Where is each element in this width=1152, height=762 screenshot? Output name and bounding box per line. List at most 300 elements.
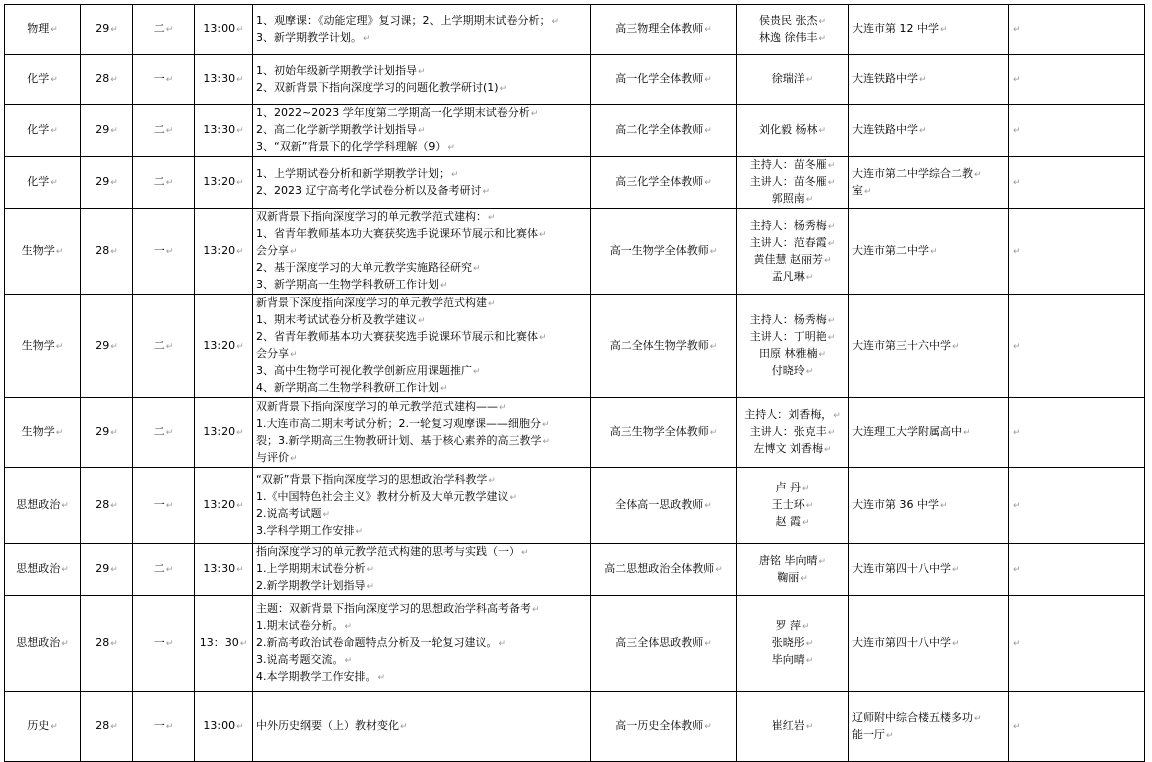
paragraph-mark-icon: ↵ <box>110 25 118 35</box>
place-cell <box>849 692 1009 762</box>
place-cell-line-text: 大连市第三十六中学 <box>852 338 951 352</box>
subject-cell-text: 历史 <box>27 719 50 732</box>
teachers-cell-line-text: 黄佳慧 赵丽芳 <box>753 252 823 266</box>
group-cell-text: 高二思想政治全体教师 <box>604 562 715 575</box>
paragraph-mark-icon: ↵ <box>1013 428 1021 438</box>
teachers-cell <box>737 398 849 468</box>
paragraph-mark-icon: ↵ <box>61 565 69 575</box>
topic-cell-line <box>256 30 587 47</box>
place-cell-line <box>852 122 1005 139</box>
paragraph-mark-icon: ↵ <box>940 501 948 511</box>
topic-cell-line <box>256 669 587 686</box>
weekday-cell <box>133 5 195 55</box>
end-cell <box>1009 544 1145 596</box>
place-cell-line-text: 大连铁路中学 <box>852 123 918 136</box>
paragraph-mark-icon: ↵ <box>827 316 836 326</box>
paragraph-mark-icon: ↵ <box>110 75 118 85</box>
paragraph-mark-icon: ↵ <box>827 333 836 343</box>
paragraph-mark-icon: ↵ <box>363 33 371 44</box>
paragraph-mark-icon: ↵ <box>290 453 298 464</box>
teachers-cell-line <box>740 570 845 587</box>
teachers-cell <box>737 105 849 157</box>
paragraph-mark-icon: ↵ <box>952 565 960 575</box>
time-cell-text: 13:20 <box>203 425 236 438</box>
teachers-cell-line <box>740 424 845 441</box>
day-cell-text: 28 <box>95 719 110 732</box>
day-cell-text: 28 <box>95 498 110 511</box>
time-cell <box>195 209 253 295</box>
place-cell <box>849 55 1009 105</box>
subject-cell <box>5 398 81 468</box>
paragraph-mark-icon: ↵ <box>110 639 118 649</box>
paragraph-mark-icon: ↵ <box>344 656 353 666</box>
paragraph-mark-icon: ↵ <box>50 722 58 732</box>
paragraph-mark-icon: ↵ <box>110 428 118 438</box>
group-cell-text: 全体高一思政教师 <box>615 498 704 511</box>
topic-cell-line <box>256 450 587 467</box>
paragraph-mark-icon: ↵ <box>805 656 814 666</box>
place-cell-line <box>852 635 1005 652</box>
paragraph-mark-icon: ↵ <box>1013 75 1021 85</box>
topic-cell-line-text: 3.说高考题交流。 <box>256 653 344 666</box>
time-cell-text: 13:20 <box>203 175 236 188</box>
teachers-cell-line-text: 主持人：杨秀梅 <box>749 313 827 326</box>
weekday-cell-text: 二 <box>153 175 165 188</box>
day-cell-text: 28 <box>95 636 110 649</box>
weekday-cell-text: 一 <box>153 244 165 257</box>
paragraph-mark-icon: ↵ <box>447 143 455 153</box>
paragraph-mark-icon: ↵ <box>236 428 244 438</box>
teachers-cell-line-text: 田原 林雅楠 <box>758 347 818 360</box>
paragraph-mark-icon: ↵ <box>1013 341 1021 352</box>
time-cell-text: 13:00 <box>203 22 236 35</box>
paragraph-mark-icon: ↵ <box>963 428 971 438</box>
paragraph-mark-icon: ↵ <box>833 411 841 421</box>
paragraph-mark-icon: ↵ <box>55 247 64 257</box>
place-cell-line-text: 室 <box>852 183 863 197</box>
paragraph-mark-icon: ↵ <box>165 25 174 35</box>
topic-cell-line-text: 会分享 <box>256 244 289 257</box>
paragraph-mark-icon: ↵ <box>919 126 927 136</box>
paragraph-mark-icon: ↵ <box>165 75 174 85</box>
paragraph-mark-icon: ↵ <box>488 299 496 309</box>
topic-cell-line-text: 1.期末试卷分析。 <box>256 619 344 632</box>
teachers-cell-line <box>740 514 845 531</box>
paragraph-mark-icon: ↵ <box>55 341 64 352</box>
topic-cell-line <box>256 652 587 669</box>
paragraph-mark-icon: ↵ <box>1013 639 1021 649</box>
topic-cell-line <box>256 122 587 139</box>
paragraph-mark-icon: ↵ <box>165 247 174 257</box>
weekday-cell <box>133 596 195 692</box>
place-cell <box>849 596 1009 692</box>
paragraph-mark-icon: ↵ <box>473 264 481 274</box>
topic-cell-line-text: 1、省青年教师基本功大赛获奖选手说课环节展示和比赛体 <box>256 227 538 240</box>
topic-cell-line-text: “双新”背景下指向深度学习的思想政治学科教学 <box>256 472 488 486</box>
place-cell <box>849 5 1009 55</box>
paragraph-mark-icon: ↵ <box>974 713 982 724</box>
teachers-cell-line <box>740 652 845 669</box>
paragraph-mark-icon: ↵ <box>488 475 496 486</box>
teachers-cell-line-text: 唐铭 毕向晴 <box>758 553 818 567</box>
topic-cell-line <box>256 63 587 80</box>
topic-cell-line-text: 3、“双新”背景下的化学学科理解（9） <box>256 140 447 153</box>
paragraph-mark-icon: ↵ <box>704 178 712 188</box>
group-cell <box>591 209 737 295</box>
paragraph-mark-icon: ↵ <box>165 428 174 438</box>
weekday-cell-text: 二 <box>153 562 165 575</box>
topic-cell-line-text: 2、省青年教师基本功大赛获奖选手说课环节展示和比赛体 <box>256 330 538 343</box>
paragraph-mark-icon: ↵ <box>236 75 244 85</box>
teachers-cell-line <box>740 71 845 88</box>
teachers-cell-line <box>740 252 845 269</box>
teachers-cell-line <box>740 312 845 329</box>
paragraph-mark-icon: ↵ <box>704 501 712 511</box>
paragraph-mark-icon: ↵ <box>377 673 386 683</box>
time-cell <box>195 398 253 468</box>
group-cell-text: 高一生物学全体教师 <box>609 244 709 257</box>
teachers-cell <box>737 55 849 105</box>
teachers-cell-line-text: 张晓彤 <box>771 636 805 649</box>
topic-cell-line-text: 2、基于深度学习的大单元教学实施路径研究 <box>256 261 472 274</box>
place-cell <box>849 209 1009 295</box>
paragraph-mark-icon: ↵ <box>322 509 331 520</box>
topic-cell-line-text: 4、新学期高二生物学科教研工作计划 <box>256 381 439 394</box>
topic-cell-line <box>256 489 587 506</box>
group-cell-text: 高一历史全体教师 <box>615 719 704 732</box>
paragraph-mark-icon: ↵ <box>532 605 540 615</box>
paragraph-mark-icon: ↵ <box>800 573 808 584</box>
paragraph-mark-icon: ↵ <box>952 639 960 649</box>
teachers-cell-line-text: 孟凡琳 <box>771 269 805 283</box>
paragraph-mark-icon: ↵ <box>473 367 481 377</box>
time-cell <box>195 295 253 398</box>
place-cell-line <box>852 243 1005 260</box>
topic-cell-line-text: 1、观摩课：《动能定理》复习课；2、上学期期末试卷分析； <box>256 13 551 27</box>
weekday-cell-text: 二 <box>153 338 165 352</box>
teachers-cell-line <box>740 618 845 635</box>
topic-cell-line-text: 2.新高考政治试卷命题特点分析及一轮复习建议。 <box>256 636 498 649</box>
day-cell-text: 29 <box>95 338 110 352</box>
place-cell-line <box>852 21 1005 38</box>
day-cell <box>81 209 133 295</box>
paragraph-mark-icon: ↵ <box>236 178 244 188</box>
paragraph-mark-icon: ↵ <box>165 565 174 575</box>
table-row <box>5 55 1145 105</box>
day-cell <box>81 105 133 157</box>
teachers-cell <box>737 692 849 762</box>
paragraph-mark-icon: ↵ <box>818 33 827 44</box>
teachers-cell-line <box>740 407 845 424</box>
topic-cell-line <box>256 346 587 363</box>
topic-cell-line-text: 裂；3.新学期高三生物教研计划、基于核心素养的高三教学 <box>256 433 542 447</box>
time-cell-text: 13：30 <box>199 636 239 649</box>
time-cell-text: 13:00 <box>203 719 236 732</box>
topic-cell-line-text: 1.上学期期末试卷分析 <box>256 562 366 575</box>
table-row <box>5 209 1145 295</box>
paragraph-mark-icon: ↵ <box>509 492 518 503</box>
topic-cell-line <box>256 618 587 635</box>
paragraph-mark-icon: ↵ <box>823 255 832 266</box>
paragraph-mark-icon: ↵ <box>366 565 375 575</box>
place-cell-line-text: 大连市第四十八中学 <box>852 562 951 575</box>
topic-cell-line <box>256 399 587 416</box>
paragraph-mark-icon: ↵ <box>801 622 810 632</box>
place-cell-line-text: 大连市第四十八中学 <box>852 636 951 649</box>
paragraph-mark-icon: ↵ <box>1013 722 1021 732</box>
paragraph-mark-icon: ↵ <box>521 548 529 558</box>
paragraph-mark-icon: ↵ <box>110 178 118 188</box>
paragraph-mark-icon: ↵ <box>715 565 723 575</box>
table-row <box>5 105 1145 157</box>
teachers-cell-line-text: 崔红岩 <box>771 719 805 732</box>
place-cell-line-text: 能一厅 <box>852 727 885 741</box>
paragraph-mark-icon: ↵ <box>974 169 982 180</box>
teachers-cell-line-text: 主讲人：范春霞 <box>749 235 827 249</box>
paragraph-mark-icon: ↵ <box>704 75 712 85</box>
paragraph-mark-icon: ↵ <box>919 75 927 85</box>
paragraph-mark-icon: ↵ <box>239 639 248 649</box>
teachers-cell-line <box>740 174 845 191</box>
table-row <box>5 692 1145 762</box>
teachers-cell-line-text: 毕向晴 <box>771 653 805 666</box>
group-cell-text: 高三化学全体教师 <box>615 175 704 188</box>
paragraph-mark-icon: ↵ <box>818 126 827 136</box>
paragraph-mark-icon: ↵ <box>110 722 118 732</box>
teachers-cell-line-text: 郭照南 <box>771 192 805 205</box>
place-cell <box>849 105 1009 157</box>
place-cell-line <box>852 71 1005 88</box>
subject-cell <box>5 5 81 55</box>
topic-cell-line-text: 3、新学期高一生物学科教研工作计划 <box>256 278 439 291</box>
paragraph-mark-icon: ↵ <box>827 221 836 232</box>
subject-cell-text: 生物学 <box>21 425 55 438</box>
paragraph-mark-icon: ↵ <box>366 582 375 592</box>
teachers-cell-line <box>740 30 845 47</box>
time-cell-text: 13:20 <box>203 498 236 511</box>
topic-cell-line <box>256 226 587 243</box>
topic-cell-line <box>256 544 587 561</box>
paragraph-mark-icon: ↵ <box>704 25 712 35</box>
paragraph-mark-icon: ↵ <box>805 722 814 732</box>
paragraph-mark-icon: ↵ <box>355 526 364 537</box>
day-cell-text: 28 <box>95 72 110 85</box>
time-cell <box>195 105 253 157</box>
topic-cell-line-text: 1.大连市高二期末考试分析；2.一轮复习观摩课——细胞分 <box>256 416 541 430</box>
paragraph-mark-icon: ↵ <box>805 195 814 205</box>
teachers-cell-line-text: 主讲人：丁明艳 <box>749 330 827 343</box>
weekday-cell <box>133 157 195 209</box>
weekday-cell-text: 一 <box>153 72 165 85</box>
end-cell <box>1009 55 1145 105</box>
table-row <box>5 5 1145 55</box>
place-cell-line <box>852 497 1005 514</box>
topic-cell-line-text: 1、上学期试卷分析和新学期教学计划； <box>256 166 450 180</box>
teachers-cell <box>737 209 849 295</box>
day-cell-text: 29 <box>95 562 110 575</box>
paragraph-mark-icon: ↵ <box>50 178 58 188</box>
time-cell-text: 13:20 <box>203 244 236 257</box>
table-row <box>5 398 1145 468</box>
group-cell-text: 高三物理全体教师 <box>615 22 704 35</box>
paragraph-mark-icon: ↵ <box>805 272 814 283</box>
paragraph-mark-icon: ↵ <box>110 126 118 136</box>
place-cell-line-text: 辽师附中综合楼五楼多功 <box>852 710 973 724</box>
topic-cell <box>253 5 591 55</box>
topic-cell-line <box>256 635 587 652</box>
teachers-cell-line <box>740 122 845 139</box>
topic-cell <box>253 596 591 692</box>
teachers-cell <box>737 5 849 55</box>
paragraph-mark-icon: ↵ <box>400 722 408 732</box>
paragraph-mark-icon: ↵ <box>1013 25 1021 35</box>
paragraph-mark-icon: ↵ <box>827 428 836 438</box>
paragraph-mark-icon: ↵ <box>1013 247 1021 257</box>
place-cell <box>849 398 1009 468</box>
paragraph-mark-icon: ↵ <box>704 722 712 732</box>
subject-cell-text: 思想政治 <box>16 562 61 575</box>
topic-cell <box>253 398 591 468</box>
paragraph-mark-icon: ↵ <box>940 25 948 35</box>
teachers-cell <box>737 468 849 544</box>
day-cell <box>81 5 133 55</box>
subject-cell <box>5 692 81 762</box>
paragraph-mark-icon: ↵ <box>418 126 426 136</box>
subject-cell <box>5 468 81 544</box>
place-cell <box>849 468 1009 544</box>
topic-cell-line-text: 4.本学期教学工作安排。 <box>256 670 377 683</box>
day-cell <box>81 295 133 398</box>
paragraph-mark-icon: ↵ <box>110 501 118 511</box>
time-cell-text: 13:20 <box>203 338 236 352</box>
group-cell <box>591 157 737 209</box>
subject-cell <box>5 157 81 209</box>
paragraph-mark-icon: ↵ <box>482 186 491 197</box>
teachers-cell <box>737 596 849 692</box>
subject-cell-text: 化学 <box>27 123 50 136</box>
paragraph-mark-icon: ↵ <box>344 622 353 632</box>
paragraph-mark-icon: ↵ <box>55 428 64 438</box>
time-cell-text: 13:30 <box>203 562 236 575</box>
teachers-cell-line <box>740 191 845 208</box>
paragraph-mark-icon: ↵ <box>50 75 58 85</box>
paragraph-mark-icon: ↵ <box>827 161 836 171</box>
paragraph-mark-icon: ↵ <box>709 428 718 438</box>
group-cell <box>591 295 737 398</box>
teachers-cell-line-text: 主讲人：张克丰 <box>749 425 827 438</box>
subject-cell <box>5 544 81 596</box>
topic-cell-line-text: 主题：双新背景下指向深度学习的思想政治学科高考备考 <box>256 602 531 615</box>
place-cell-line <box>852 561 1005 578</box>
paragraph-mark-icon: ↵ <box>709 341 718 352</box>
paragraph-mark-icon: ↵ <box>61 639 69 649</box>
topic-cell-line <box>256 139 587 156</box>
paragraph-mark-icon: ↵ <box>704 126 712 136</box>
weekday-cell <box>133 55 195 105</box>
topic-cell <box>253 692 591 762</box>
subject-cell-text: 化学 <box>27 175 50 188</box>
teachers-cell-line <box>740 269 845 286</box>
place-cell <box>849 157 1009 209</box>
paragraph-mark-icon: ↵ <box>236 341 244 352</box>
teachers-cell-line <box>740 329 845 346</box>
teachers-cell-line-text: 主持人：苗冬雁 <box>749 158 827 171</box>
topic-cell-line-text: 指向深度学习的单元教学范式构建的思考与实践（一） <box>256 545 520 558</box>
teachers-cell-line <box>740 441 845 458</box>
group-cell <box>591 692 737 762</box>
topic-cell <box>253 55 591 105</box>
teachers-cell-line <box>740 718 845 735</box>
paragraph-mark-icon: ↵ <box>418 316 426 326</box>
subject-cell-text: 生物学 <box>21 338 55 352</box>
paragraph-mark-icon: ↵ <box>499 402 507 413</box>
time-cell <box>195 55 253 105</box>
topic-cell-line-text: 1、2022~2023 学年度第二学期高一化学期末试卷分析 <box>256 106 530 119</box>
end-cell <box>1009 5 1145 55</box>
paragraph-mark-icon: ↵ <box>801 518 810 528</box>
table-row <box>5 596 1145 692</box>
end-cell <box>1009 468 1145 544</box>
paragraph-mark-icon: ↵ <box>165 126 174 136</box>
group-cell <box>591 105 737 157</box>
paragraph-mark-icon: ↵ <box>818 350 827 360</box>
teachers-cell <box>737 295 849 398</box>
paragraph-mark-icon: ↵ <box>709 247 718 257</box>
paragraph-mark-icon: ↵ <box>551 16 560 27</box>
group-cell <box>591 5 737 55</box>
paragraph-mark-icon: ↵ <box>542 419 550 430</box>
teachers-cell-line-text: 林逸 徐伟丰 <box>758 30 818 44</box>
paragraph-mark-icon: ↵ <box>236 126 244 136</box>
topic-cell <box>253 544 591 596</box>
topic-cell-line-text: 1、初始年级新学期教学计划指导 <box>256 63 417 77</box>
paragraph-mark-icon: ↵ <box>290 350 298 360</box>
topic-cell-line <box>256 13 587 30</box>
paragraph-mark-icon: ↵ <box>165 341 174 352</box>
topic-cell-line <box>256 506 587 523</box>
place-cell <box>849 544 1009 596</box>
weekday-cell <box>133 692 195 762</box>
topic-cell-line <box>256 260 587 277</box>
teachers-cell-line-text: 徐瑞洋 <box>771 72 805 85</box>
day-cell-text: 29 <box>95 175 110 188</box>
subject-cell-text: 生物学 <box>21 244 55 257</box>
teachers-cell-line <box>740 497 845 514</box>
place-cell-line-text: 大连理工大学附属高中 <box>852 425 962 438</box>
table-row <box>5 157 1145 209</box>
time-cell <box>195 596 253 692</box>
paragraph-mark-icon: ↵ <box>236 722 244 732</box>
weekday-cell-text: 一 <box>153 498 165 511</box>
place-cell-line-text: 大连市第二中学 <box>852 244 929 257</box>
schedule-table <box>4 4 1145 762</box>
teachers-cell-line-text: 刘化毅 杨林 <box>758 123 818 136</box>
end-cell <box>1009 209 1145 295</box>
paragraph-mark-icon: ↵ <box>530 109 539 119</box>
group-cell <box>591 398 737 468</box>
teachers-cell-line <box>740 13 845 30</box>
paragraph-mark-icon: ↵ <box>50 126 58 136</box>
place-cell-line <box>852 183 1005 200</box>
topic-cell-line <box>256 523 587 540</box>
topic-cell-line-text: 2、高二化学新学期教学计划指导 <box>256 123 417 136</box>
end-cell <box>1009 105 1145 157</box>
paragraph-mark-icon: ↵ <box>886 730 894 741</box>
paragraph-mark-icon: ↵ <box>451 169 459 180</box>
group-cell-text: 高三生物学全体教师 <box>609 425 709 438</box>
topic-cell-line-text: 会分享 <box>256 347 289 360</box>
group-cell-text: 高二全体生物学教师 <box>609 338 709 352</box>
